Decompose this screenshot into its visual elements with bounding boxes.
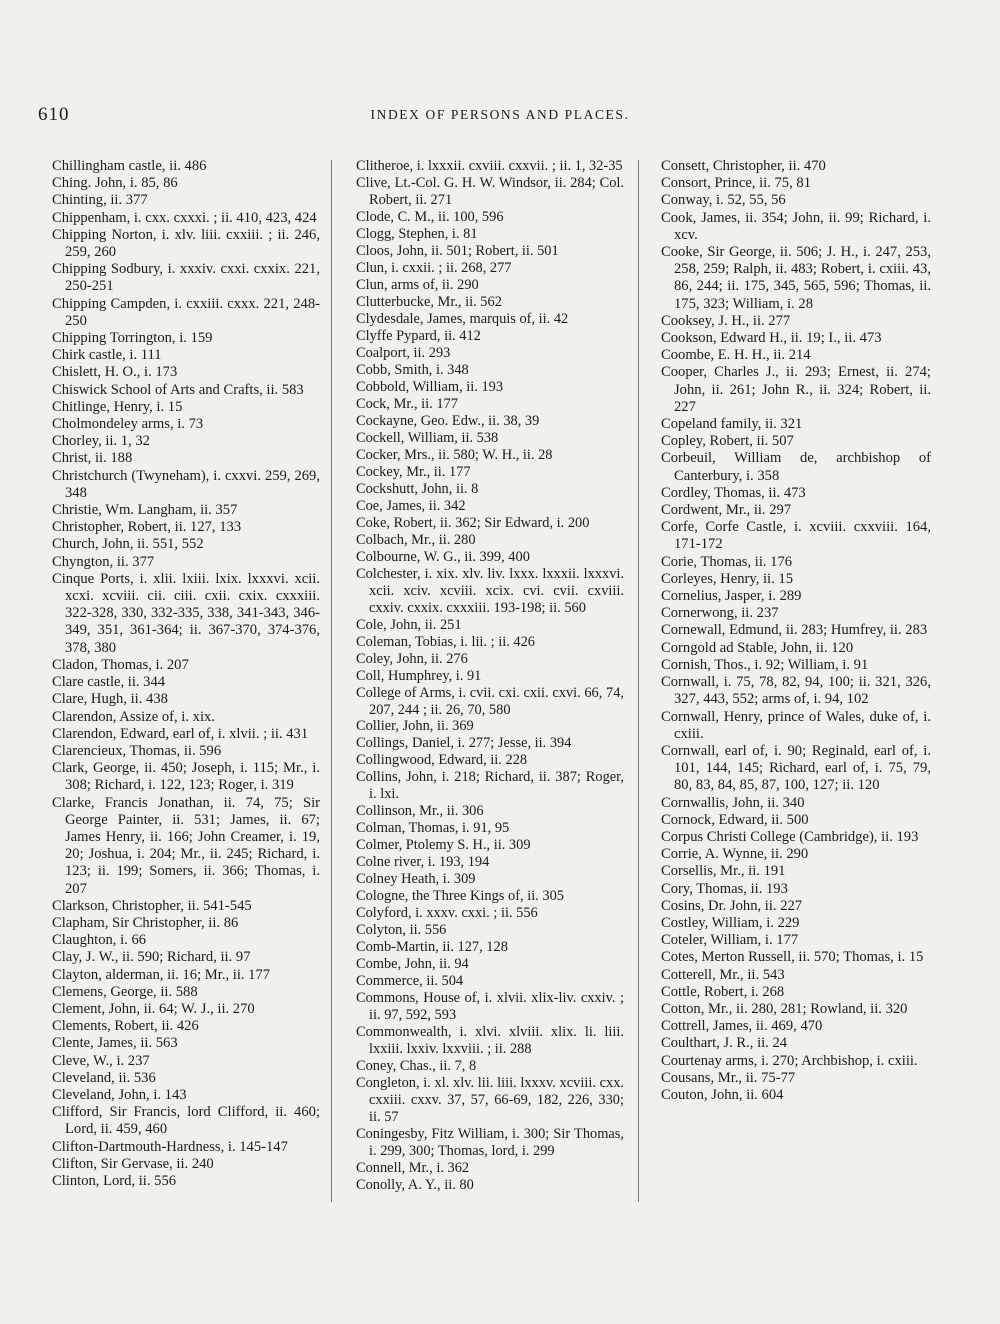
index-entry: Cornelius, Jasper, i. 289 bbox=[661, 588, 802, 605]
index-entry: Cornwall, earl of, i. 90; Reginald, earl of, i. 101, 144, 145; Richard, earl of, i. 75, 79, 80, 83, 84, 85, 87, 100, 127; ii. 120 bbox=[661, 742, 931, 794]
index-entry: Clare, Hugh, ii. 438 bbox=[52, 691, 168, 708]
index-entry: Clare castle, ii. 344 bbox=[52, 674, 166, 691]
index-entry: Christchurch (Twyneham), i. cxxvi. 259, 269, 348 bbox=[52, 467, 320, 501]
index-entry: Clapham, Sir Christopher, ii. 86 bbox=[52, 914, 239, 931]
index-entry: Church, John, ii. 551, 552 bbox=[52, 536, 204, 553]
running-title: INDEX OF PERSONS AND PLACES. bbox=[370, 107, 630, 122]
index-entry: Cornish, Thos., i. 92; William, i. 91 bbox=[661, 656, 869, 673]
index-entry: Consort, Prince, ii. 75, 81 bbox=[661, 175, 811, 192]
index-entry: Christ, ii. 188 bbox=[52, 450, 133, 467]
index-entry: Collinson, Mr., ii. 306 bbox=[356, 803, 484, 820]
index-entry: Clun, i. cxxii. ; ii. 268, 277 bbox=[356, 259, 512, 276]
index-entry: Chipping Torrington, i. 159 bbox=[52, 330, 213, 347]
index-entry: Chiswick School of Arts and Crafts, ii. 583 bbox=[52, 381, 304, 398]
index-entry: Cooper, Charles J., ii. 293; Ernest, ii. 274; John, ii. 261; John R., ii. 324; Robert, ii. 227 bbox=[661, 364, 931, 415]
index-entry: Conway, i. 52, 55, 56 bbox=[661, 192, 786, 209]
index-entry: Clarkson, Christopher, ii. 541-545 bbox=[52, 897, 252, 914]
index-entry: Chinting, ii. 377 bbox=[52, 192, 148, 209]
index-entry: Cotterell, Mr., ii. 543 bbox=[661, 966, 785, 983]
index-entry: Colbach, Mr., ii. 280 bbox=[356, 531, 476, 548]
index-entry: Combe, John, ii. 94 bbox=[356, 956, 469, 973]
index-entry: Commonwealth, i. xlvi. xlviii. xlix. li. liii. lxxiii. lxxiv. lxxviii. ; ii. 288 bbox=[356, 1024, 624, 1058]
index-column-1 bbox=[52, 158, 320, 1218]
index-entry: Cottle, Robert, i. 268 bbox=[661, 983, 785, 1000]
index-entry: Corngold ad Stable, John, ii. 120 bbox=[661, 639, 854, 656]
index-entry: Clemens, George, ii. 588 bbox=[52, 983, 198, 1000]
index-entry: Cornerwong, ii. 237 bbox=[661, 605, 779, 622]
index-entry: Clifton, Sir Gervase, ii. 240 bbox=[52, 1155, 214, 1172]
index-entry: Cloos, John, ii. 501; Robert, ii. 501 bbox=[356, 242, 559, 259]
index-entry: Cornwallis, John, ii. 340 bbox=[661, 794, 805, 811]
index-entry: Corbeuil, William de, archbishop of Canterbury, i. 358 bbox=[661, 450, 931, 484]
index-entry: Collingwood, Edward, ii. 228 bbox=[356, 752, 528, 769]
index-entry: Chorley, ii. 1, 32 bbox=[52, 433, 150, 450]
index-entry: Clarke, Francis Jonathan, ii. 74, 75; Sir George Painter, ii. 531; James, ii. 67; James Henry, ii. 166; John Creamer, i. 19, 20; Joshua, i. 204; Mr., ii. 245; Richard, i. 123; ii. 199; Somers, ii. 366; Thomas, i. 207 bbox=[52, 794, 320, 897]
index-entry: Cory, Thomas, ii. 193 bbox=[661, 880, 788, 897]
index-entry: Cooke, Sir George, ii. 506; J. H., i. 247, 253, 258, 259; Ralph, ii. 483; Robert, i. cxiii. 43, 86, 244; ii. 175, 345, 565, 596; Thomas, ii. 175, 323; William, i. 28 bbox=[661, 244, 931, 312]
index-entry: Cornock, Edward, ii. 500 bbox=[661, 811, 809, 828]
index-entry: Cock, Mr., ii. 177 bbox=[356, 395, 458, 412]
index-entry: Clement, John, ii. 64; W. J., ii. 270 bbox=[52, 1000, 255, 1017]
index-entry: Commerce, ii. 504 bbox=[356, 973, 464, 990]
index-entry: Clogg, Stephen, i. 81 bbox=[356, 225, 478, 242]
index-entry: Clarendon, Edward, earl of, i. xlvii. ; ii. 431 bbox=[52, 725, 309, 742]
index-entry: Colney Heath, i. 309 bbox=[356, 871, 476, 888]
index-entry: Chirk castle, i. 111 bbox=[52, 347, 162, 364]
index-entry: Corsellis, Mr., ii. 191 bbox=[661, 863, 786, 880]
index-entry: Cornewall, Edmund, ii. 283; Humfrey, ii. 283 bbox=[661, 622, 928, 639]
index-entry: Cleveland, John, i. 143 bbox=[52, 1086, 187, 1103]
index-entry: Clarendon, Assize of, i. xix. bbox=[52, 708, 215, 725]
index-entry: Cocker, Mrs., ii. 580; W. H., ii. 28 bbox=[356, 446, 553, 463]
index-entry: Cookson, Edward H., ii. 19; I., ii. 473 bbox=[661, 330, 882, 347]
index-entry: Claughton, i. 66 bbox=[52, 932, 147, 949]
index-entry: College of Arms, i. cvii. cxi. cxii. cxvi. 66, 74, 207, 244 ; ii. 26, 70, 580 bbox=[356, 684, 624, 718]
index-entry: Comb-Martin, ii. 127, 128 bbox=[356, 939, 508, 956]
index-entry: Cordley, Thomas, ii. 473 bbox=[661, 484, 806, 501]
index-entry: Cobbold, William, ii. 193 bbox=[356, 378, 504, 395]
index-entry: Cotes, Merton Russell, ii. 570; Thomas, i. 15 bbox=[661, 949, 924, 966]
index-entry: Cook, James, ii. 354; John, ii. 99; Richard, i. xcv. bbox=[661, 209, 931, 243]
index-entry: Coteler, William, i. 177 bbox=[661, 932, 799, 949]
index-entry: Coningesby, Fitz William, i. 300; Sir Thomas, i. 299, 300; Thomas, lord, i. 299 bbox=[356, 1126, 624, 1160]
index-entry: Cobb, Smith, i. 348 bbox=[356, 361, 469, 378]
index-entry: Copeland family, ii. 321 bbox=[661, 416, 803, 433]
index-entry: Corfe, Corfe Castle, i. xcviii. cxxviii. 164, 171-172 bbox=[661, 519, 931, 553]
index-entry: Corleyes, Henry, ii. 15 bbox=[661, 570, 793, 587]
index-entry: Christopher, Robert, ii. 127, 133 bbox=[52, 519, 242, 536]
index-entry: Cottrell, James, ii. 469, 470 bbox=[661, 1018, 823, 1035]
index-entry: Coe, James, ii. 342 bbox=[356, 497, 466, 514]
index-entry: Couton, John, ii. 604 bbox=[661, 1086, 784, 1103]
index-entry: Chipping Norton, i. xlv. liii. cxxiii. ; ii. 246, 259, 260 bbox=[52, 226, 320, 261]
index-entry: Colne river, i. 193, 194 bbox=[356, 854, 490, 871]
index-entry: Chillingham castle, ii. 486 bbox=[52, 158, 207, 174]
index-entry: Collins, John, i. 218; Richard, ii. 387; Roger, i. lxi. bbox=[356, 769, 624, 803]
index-entry: Cordwent, Mr., ii. 297 bbox=[661, 502, 792, 519]
page-number: 610 bbox=[38, 104, 70, 125]
index-entry: Collier, John, ii. 369 bbox=[356, 718, 474, 735]
index-entry: Cologne, the Three Kings of, ii. 305 bbox=[356, 888, 564, 905]
index-entry: Coulthart, J. R., ii. 24 bbox=[661, 1035, 788, 1052]
index-entry: Cornwall, i. 75, 78, 82, 94, 100; ii. 321, 326, 327, 443, 552; arms of, i. 94, 102 bbox=[661, 674, 931, 708]
index-entry: Congleton, i. xl. xlv. lii. liii. lxxxv. xcviii. cxx. cxxiii. cxxv. 37, 57, 66-69, 182, 226, 330; ii. 57 bbox=[356, 1075, 624, 1126]
index-entry: Ching. John, i. 85, 86 bbox=[52, 175, 178, 192]
index-entry: Clode, C. M., ii. 100, 596 bbox=[356, 208, 504, 225]
index-entry: Chitlinge, Henry, i. 15 bbox=[52, 398, 183, 415]
column-divider bbox=[638, 160, 639, 1202]
index-entry: Cinque Ports, i. xlii. lxiii. lxix. lxxxvi. xcii. xcxi. xcviii. cii. ciii. cxii. cxix. cxxxiii. 322-328, 330, 332-335, 338, 341-343, 346-349, 351, 361-364; ii. 367-370, 374-376, 378, 380 bbox=[52, 570, 320, 656]
index-entry: Clun, arms of, ii. 290 bbox=[356, 276, 479, 293]
index-entry: Clyffe Pypard, ii. 412 bbox=[356, 327, 481, 344]
index-entry: Collings, Daniel, i. 277; Jesse, ii. 394 bbox=[356, 735, 572, 752]
index-entry: Cockell, William, ii. 538 bbox=[356, 429, 499, 446]
index-entry: Connell, Mr., i. 362 bbox=[356, 1160, 470, 1177]
index-entry: Costley, William, i. 229 bbox=[661, 914, 800, 931]
index-entry: Cooksey, J. H., ii. 277 bbox=[661, 312, 791, 329]
index-entry: Clark, George, ii. 450; Joseph, i. 115; Mr., i. 308; Richard, i. 122, 123; Roger, i. 319 bbox=[52, 760, 320, 794]
index-entry: Commons, House of, i. xlvii. xlix-liv. cxxiv. ; ii. 97, 592, 593 bbox=[356, 990, 624, 1024]
index-column-2 bbox=[356, 158, 624, 1218]
index-entry: Clifford, Sir Francis, lord Clifford, ii. 460; Lord, ii. 459, 460 bbox=[52, 1104, 320, 1138]
index-entry: Cholmondeley arms, i. 73 bbox=[52, 416, 204, 433]
index-entry: Clay, J. W., ii. 590; Richard, ii. 97 bbox=[52, 949, 251, 966]
index-entry: Coke, Robert, ii. 362; Sir Edward, i. 200 bbox=[356, 514, 590, 531]
index-entry: Colman, Thomas, i. 91, 95 bbox=[356, 820, 510, 837]
index-entry: Cladon, Thomas, i. 207 bbox=[52, 656, 189, 673]
index-entry: Cockey, Mr., ii. 177 bbox=[356, 463, 471, 480]
index-entry: Colbourne, W. G., ii. 399, 400 bbox=[356, 548, 530, 565]
index-column-3 bbox=[661, 158, 931, 1218]
index-entry: Corrie, A. Wynne, ii. 290 bbox=[661, 846, 809, 863]
index-entry: Coombe, E. H. H., ii. 214 bbox=[661, 347, 811, 364]
index-entry: Cole, John, ii. 251 bbox=[356, 616, 462, 633]
index-entry: Copley, Robert, ii. 507 bbox=[661, 433, 794, 450]
index-entry: Clifton-Dartmouth-Hardness, i. 145-147 bbox=[52, 1138, 288, 1155]
index-entry: Coney, Chas., ii. 7, 8 bbox=[356, 1058, 477, 1075]
index-entry: Coalport, ii. 293 bbox=[356, 344, 451, 361]
index-entry: Cleveland, ii. 536 bbox=[52, 1069, 156, 1086]
index-entry: Colyton, ii. 556 bbox=[356, 922, 447, 939]
index-entry: Colmer, Ptolemy S. H., ii. 309 bbox=[356, 837, 531, 854]
index-entry: Clarencieux, Thomas, ii. 596 bbox=[52, 742, 222, 759]
index-entry: Cornwall, Henry, prince of Wales, duke of, i. cxiii. bbox=[661, 708, 931, 742]
index-entry: Chipping Sodbury, i. xxxiv. cxxi. cxxix. 221, 250-251 bbox=[52, 261, 320, 295]
index-entry: Coley, John, ii. 276 bbox=[356, 650, 468, 667]
index-entry: Clente, James, ii. 563 bbox=[52, 1035, 178, 1052]
index-entry: Clutterbucke, Mr., ii. 562 bbox=[356, 293, 502, 310]
index-entry: Christie, Wm. Langham, ii. 357 bbox=[52, 502, 238, 519]
index-entry: Clinton, Lord, ii. 556 bbox=[52, 1172, 177, 1189]
index-entry: Clitheroe, i. lxxxii. cxviii. cxxvii. ; ii. 1, 32-35 bbox=[356, 158, 623, 174]
index-entry: Chipping Campden, i. cxxiii. cxxx. 221, 248-250 bbox=[52, 295, 320, 329]
index-entry: Clayton, alderman, ii. 16; Mr., ii. 177 bbox=[52, 966, 271, 983]
index-entry: Cotton, Mr., ii. 280, 281; Rowland, ii. 320 bbox=[661, 1000, 908, 1017]
index-entry: Coleman, Tobias, i. lii. ; ii. 426 bbox=[356, 633, 536, 650]
index-entry: Corie, Thomas, ii. 176 bbox=[661, 553, 793, 570]
index-entry: Chislett, H. O., i. 173 bbox=[52, 364, 178, 381]
index-entry: Corpus Christi College (Cambridge), ii. 193 bbox=[661, 828, 919, 845]
index-entry: Cockayne, Geo. Edw., ii. 38, 39 bbox=[356, 412, 540, 429]
index-entry: Courtenay arms, i. 270; Archbishop, i. cxiii. bbox=[661, 1052, 918, 1069]
index-entry: Clive, Lt.-Col. G. H. W. Windsor, ii. 284; Col. Robert, ii. 271 bbox=[356, 174, 624, 208]
index-entry: Chippenham, i. cxx. cxxxi. ; ii. 410, 423, 424 bbox=[52, 209, 317, 226]
index-entry: Chyngton, ii. 377 bbox=[52, 553, 155, 570]
index-entry: Colchester, i. xix. xlv. liv. lxxx. lxxxii. lxxxvi. xcii. xciv. xcviii. xcix. cvi. cvii. cxviii. cxxiv. cxxix. cxxxiii. 193-198; ii. 560 bbox=[356, 565, 624, 616]
index-entry: Cockshutt, John, ii. 8 bbox=[356, 480, 479, 497]
index-entry: Cleve, W., i. 237 bbox=[52, 1052, 150, 1069]
index-entry: Conolly, A. Y., ii. 80 bbox=[356, 1177, 474, 1194]
index-entry: Consett, Christopher, ii. 470 bbox=[661, 158, 826, 174]
index-entry: Clements, Robert, ii. 426 bbox=[52, 1018, 199, 1035]
index-entry: Colyford, i. xxxv. cxxi. ; ii. 556 bbox=[356, 905, 538, 922]
index-entry: Cosins, Dr. John, ii. 227 bbox=[661, 897, 803, 914]
index-entry: Clydesdale, James, marquis of, ii. 42 bbox=[356, 310, 569, 327]
column-divider bbox=[331, 160, 332, 1202]
index-entry: Cousans, Mr., ii. 75-77 bbox=[661, 1069, 796, 1086]
index-entry: Coll, Humphrey, i. 91 bbox=[356, 667, 482, 684]
